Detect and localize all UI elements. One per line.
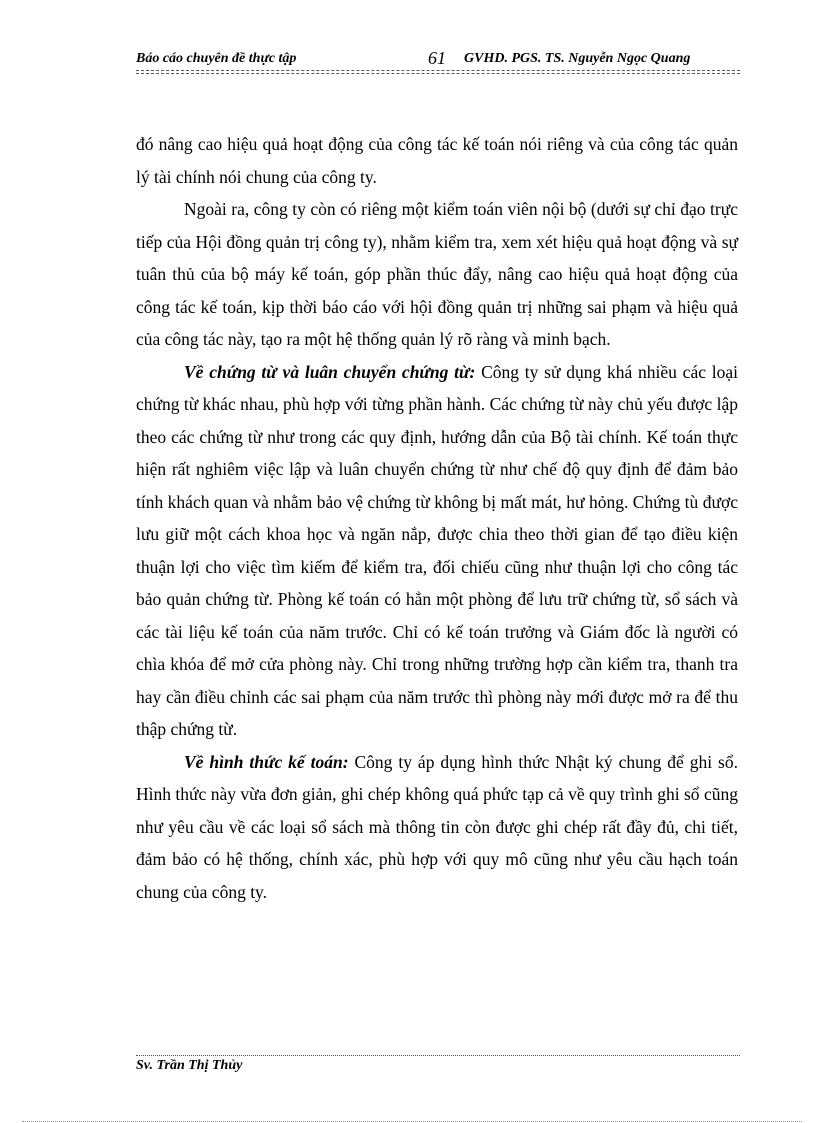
header-rule (136, 70, 740, 71)
document-title: Báo cáo chuyên đề thực tập (136, 51, 297, 66)
paragraph-accounting-form (136, 746, 738, 909)
page-edge-rule (22, 1121, 802, 1122)
page-header (136, 49, 738, 71)
paragraph-documents-text: Công ty sử dụng khá nhiều các loại chứng từ khác nhau, phù hợp với từng phần hành. Các chứng từ này chủ yếu được lập theo các chứng từ như trong các quy định, hướng dẫn của Bộ tài chính. Kế toán thực hiện rất nghiêm việc lập và luân chuyển chứng từ như chế độ quy định để đảm bảo tính khách quan và nhằm bảo vệ chứng từ không bị mất mát, hư hỏng. Chứng tù được lưu giữ một cách khoa học và ngăn nắp, được chia theo thời gian để tạo điều kiện thuận lợi cho việc tìm kiếm để kiểm tra, đối chiếu cũng như thuận lợi cho công tác bảo quản chứng từ. Phòng kế toán có hẳn một phòng để lưu trữ chứng từ, sổ sách và các tài liệu kế toán của năm trước. Chỉ có kế toán trưởng và Giám đốc là người có chìa khóa để mở cửa phòng này. Chỉ trong những trường hợp cần kiểm tra, thanh tra hay cần điều chỉnh các sai phạm của năm trước thì phòng này mới được mở ra để thu thập chứng từ. (136, 361, 738, 739)
page-number: 61 (428, 48, 446, 68)
paragraph-continuation: đó nâng cao hiệu quả hoạt động của công tác kế toán nói riêng và của công tác quản lý tài chính nói chung của công ty. (136, 134, 738, 187)
header-rule-secondary (136, 73, 740, 74)
student-name: Sv. Trần Thị Thủy (136, 1058, 243, 1073)
paragraph-internal-audit: Ngoài ra, công ty còn có riêng một kiểm toán viên nội bộ (dưới sự chỉ đạo trực tiếp của Hội đồng quản trị công ty), nhằm kiểm tra, xem xét hiệu quả hoạt động và sự tuân thủ của bộ máy kế toán, góp phần thúc đẩy, nâng cao hiệu quả hoạt động của công tác kế toán, kịp thời báo cáo với hội đồng quản trị những sai phạm và hiệu quả của công tác này, tạo ra một hệ thống quản lý rõ ràng và minh bạch. (136, 199, 738, 349)
footer-rule (136, 1055, 740, 1056)
advisor-name: GVHD. PGS. TS. Nguyễn Ngọc Quang (464, 51, 691, 66)
paragraph-accounting-form-heading: Về hình thức kế toán: (184, 751, 349, 772)
body-text (136, 128, 738, 908)
paragraph-documents (136, 356, 738, 746)
paragraph-accounting-form-text: Công ty áp dụng hình thức Nhật ký chung để ghi sổ. Hình thức này vừa đơn giản, ghi chép không quá phức tạp cả về quy trình ghi sổ cũng như yêu cầu về các loại sổ sách mà thông tin còn được ghi chép rất đầy đủ, chi tiết, đảm bảo có hệ thống, chính xác, phù hợp với quy mô cũng như yêu cầu hạch toán chung của công ty. (136, 751, 738, 902)
paragraph-documents-heading: Về chứng từ và luân chuyển chứng từ: (184, 361, 476, 382)
